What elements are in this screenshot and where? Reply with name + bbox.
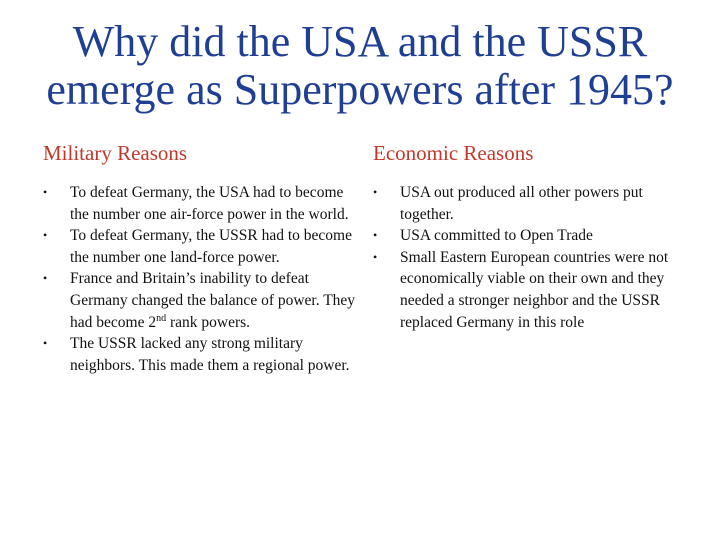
list-item-text-before: France and Britain’s inability to defeat Germany changed the balance of power. They had become 2 [70,270,356,331]
list-item-text-after: rank powers. [166,313,251,331]
bullet-icon: • [43,228,48,243]
bullet-icon: • [43,336,48,351]
bullet-icon: • [373,185,378,199]
list-item-text: To defeat Germany, the USA had to become the number one air-force power in the world. [70,184,349,223]
bullet-icon: • [373,249,378,264]
bullet-icon: • [43,271,48,286]
economic-reasons-column [373,140,683,333]
bullet-icon: • [373,228,378,243]
list-item-text: To defeat Germany, the USSR had to become the number one land-force power. [70,227,352,266]
list-item-text: The USSR lacked any strong military neighbors. This made them a regional power. [70,335,350,374]
list-item-text: USA out produced all other powers put together. [400,184,643,223]
list-item [43,333,363,376]
bullet-icon: • [43,185,48,199]
military-reasons-column [43,140,363,376]
list-item-text: USA committed to Open Trade [400,227,593,245]
list-item [43,268,363,333]
list-item-text [70,270,355,330]
military-reasons-list [43,182,363,376]
military-reasons-heading: Military Reasons [43,141,188,165]
list-item [373,182,683,225]
economic-reasons-list [373,182,683,333]
list-item [43,182,363,225]
list-item-text: Small Eastern European countries were not economically viable on their own and they needed a stronger neighbor and the USSR replaced Germany in this role [400,248,669,331]
slide-title: Why did the USA and the USSR emerge as Superpowers after 1945? [46,17,674,114]
ordinal-suffix: nd [156,312,167,324]
list-item [373,225,683,247]
list-item [373,247,683,333]
economic-reasons-heading: Economic Reasons [373,141,534,165]
list-item [43,225,363,268]
